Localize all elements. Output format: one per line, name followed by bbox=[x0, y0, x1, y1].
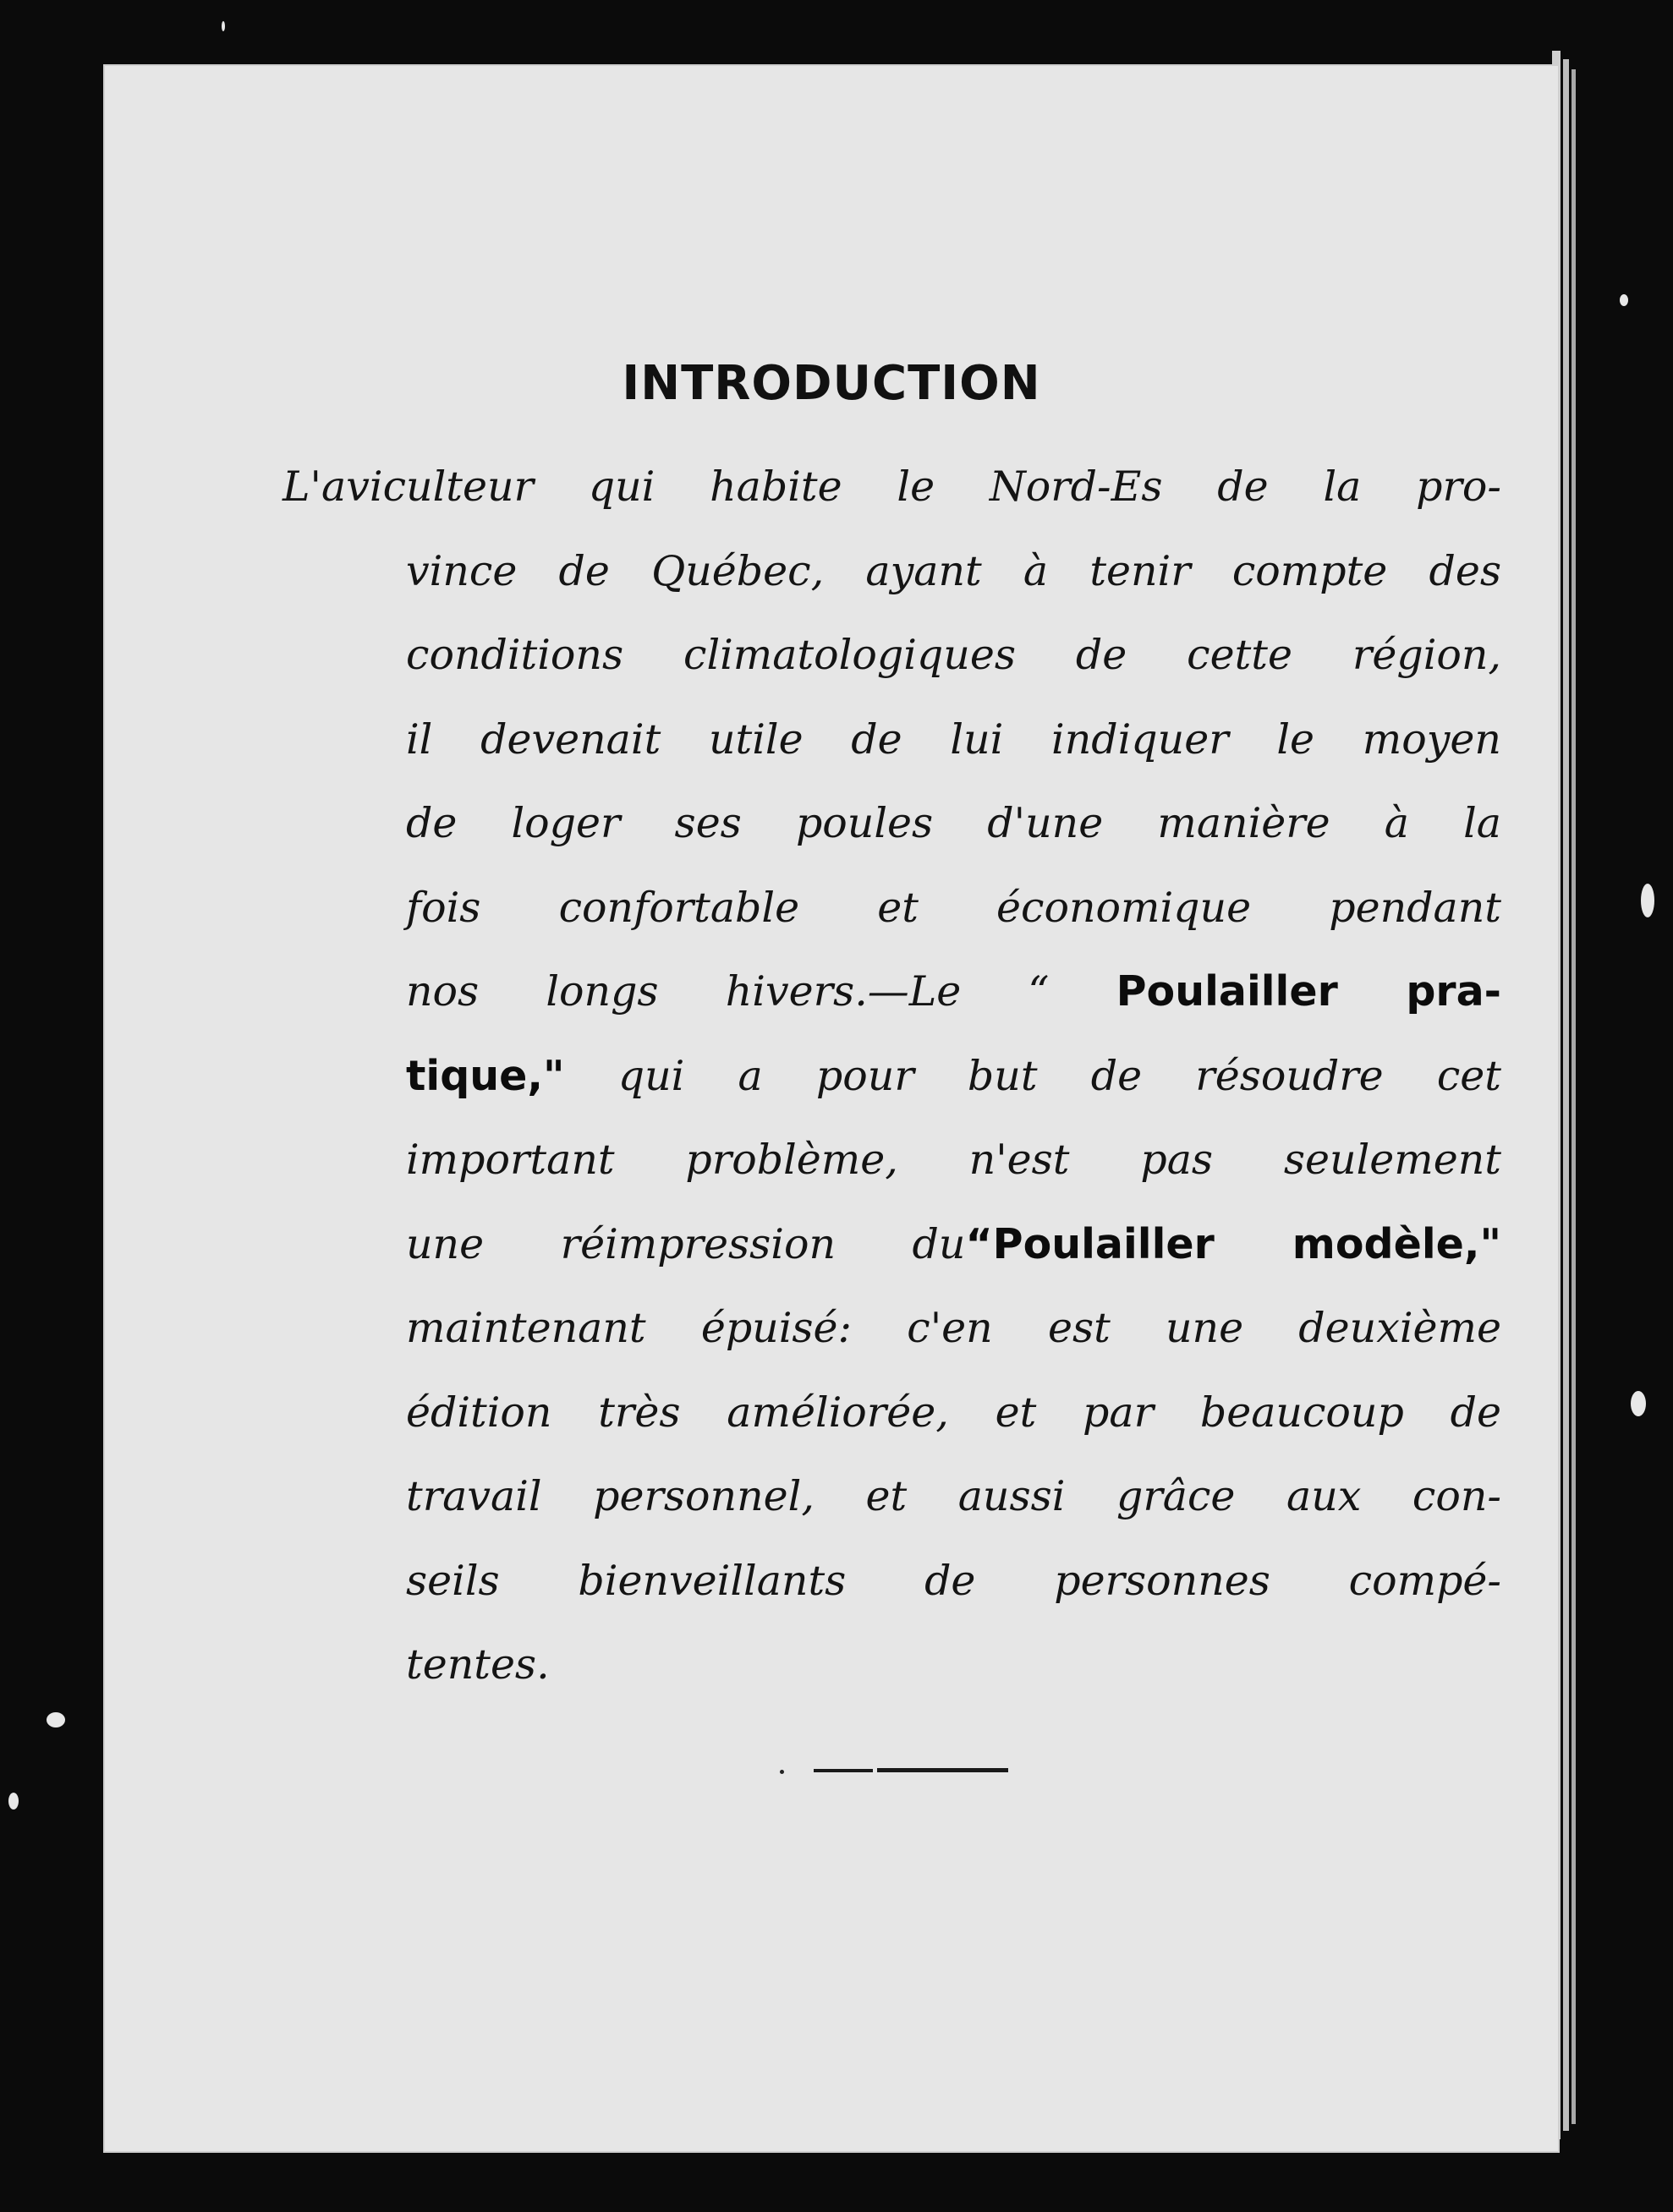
rule-segment bbox=[877, 1768, 1008, 1772]
paragraph-line bbox=[406, 1640, 1501, 1690]
paragraph-line bbox=[406, 1303, 1501, 1354]
paragraph-line bbox=[406, 1471, 1501, 1522]
sheet-edge bbox=[1572, 69, 1576, 2124]
paragraph-line bbox=[406, 715, 1501, 765]
paragraph-line bbox=[406, 1051, 1501, 1102]
text-run: L'aviculteur qui habite le Nord-Es de la pro- bbox=[282, 463, 1501, 511]
section-end-rule bbox=[780, 1747, 1034, 1798]
paragraph-line bbox=[406, 1388, 1501, 1438]
bold-text-run: tique," bbox=[406, 1051, 565, 1100]
text-run: seils bienveillants de personnes compé- bbox=[406, 1556, 1501, 1605]
paragraph-line bbox=[406, 1135, 1501, 1185]
page-title: INTRODUCTION bbox=[622, 356, 1041, 411]
rule-dot bbox=[780, 1770, 784, 1774]
paragraph-line bbox=[406, 883, 1501, 934]
text-run: conditions climatologiques de cette région, bbox=[406, 631, 1501, 679]
rule-segment bbox=[814, 1769, 873, 1772]
text-run: fois confortable et économique pendant bbox=[406, 883, 1501, 932]
text-run: une réimpression du bbox=[406, 1219, 966, 1268]
paragraph-line bbox=[282, 462, 1501, 512]
text-run: qui a pour but de résoudre cet bbox=[564, 1051, 1501, 1100]
text-run: travail personnel, et aussi grâce aux con- bbox=[406, 1472, 1501, 1520]
text-run: maintenant épuisé: c'en est une deuxième bbox=[406, 1304, 1501, 1352]
document-page bbox=[103, 64, 1560, 2153]
text-run: édition très améliorée, et par beaucoup de bbox=[406, 1388, 1501, 1437]
bold-text-run: “Poulailler modèle," bbox=[965, 1219, 1501, 1268]
text-run: nos longs hivers.—Le “ bbox=[406, 967, 1116, 1016]
paragraph-line bbox=[406, 1556, 1501, 1607]
text-run: important problème, n'est pas seulement bbox=[406, 1136, 1501, 1184]
text-run: vince de Québec, ayant à tenir compte des bbox=[406, 546, 1501, 595]
paragraph-line bbox=[406, 546, 1501, 597]
sheet-edge bbox=[1563, 59, 1569, 2131]
paragraph-line bbox=[406, 1219, 1501, 1270]
text-run: de loger ses poules d'une manière à la bbox=[406, 799, 1501, 847]
bold-text-run: Poulailler pra- bbox=[1116, 967, 1501, 1016]
text-run: il devenait utile de lui indiquer le moyen bbox=[406, 715, 1501, 764]
text-run: tentes. bbox=[406, 1640, 550, 1689]
paragraph-line bbox=[406, 798, 1501, 849]
paragraph-line bbox=[406, 630, 1501, 681]
paragraph-line bbox=[406, 966, 1501, 1017]
